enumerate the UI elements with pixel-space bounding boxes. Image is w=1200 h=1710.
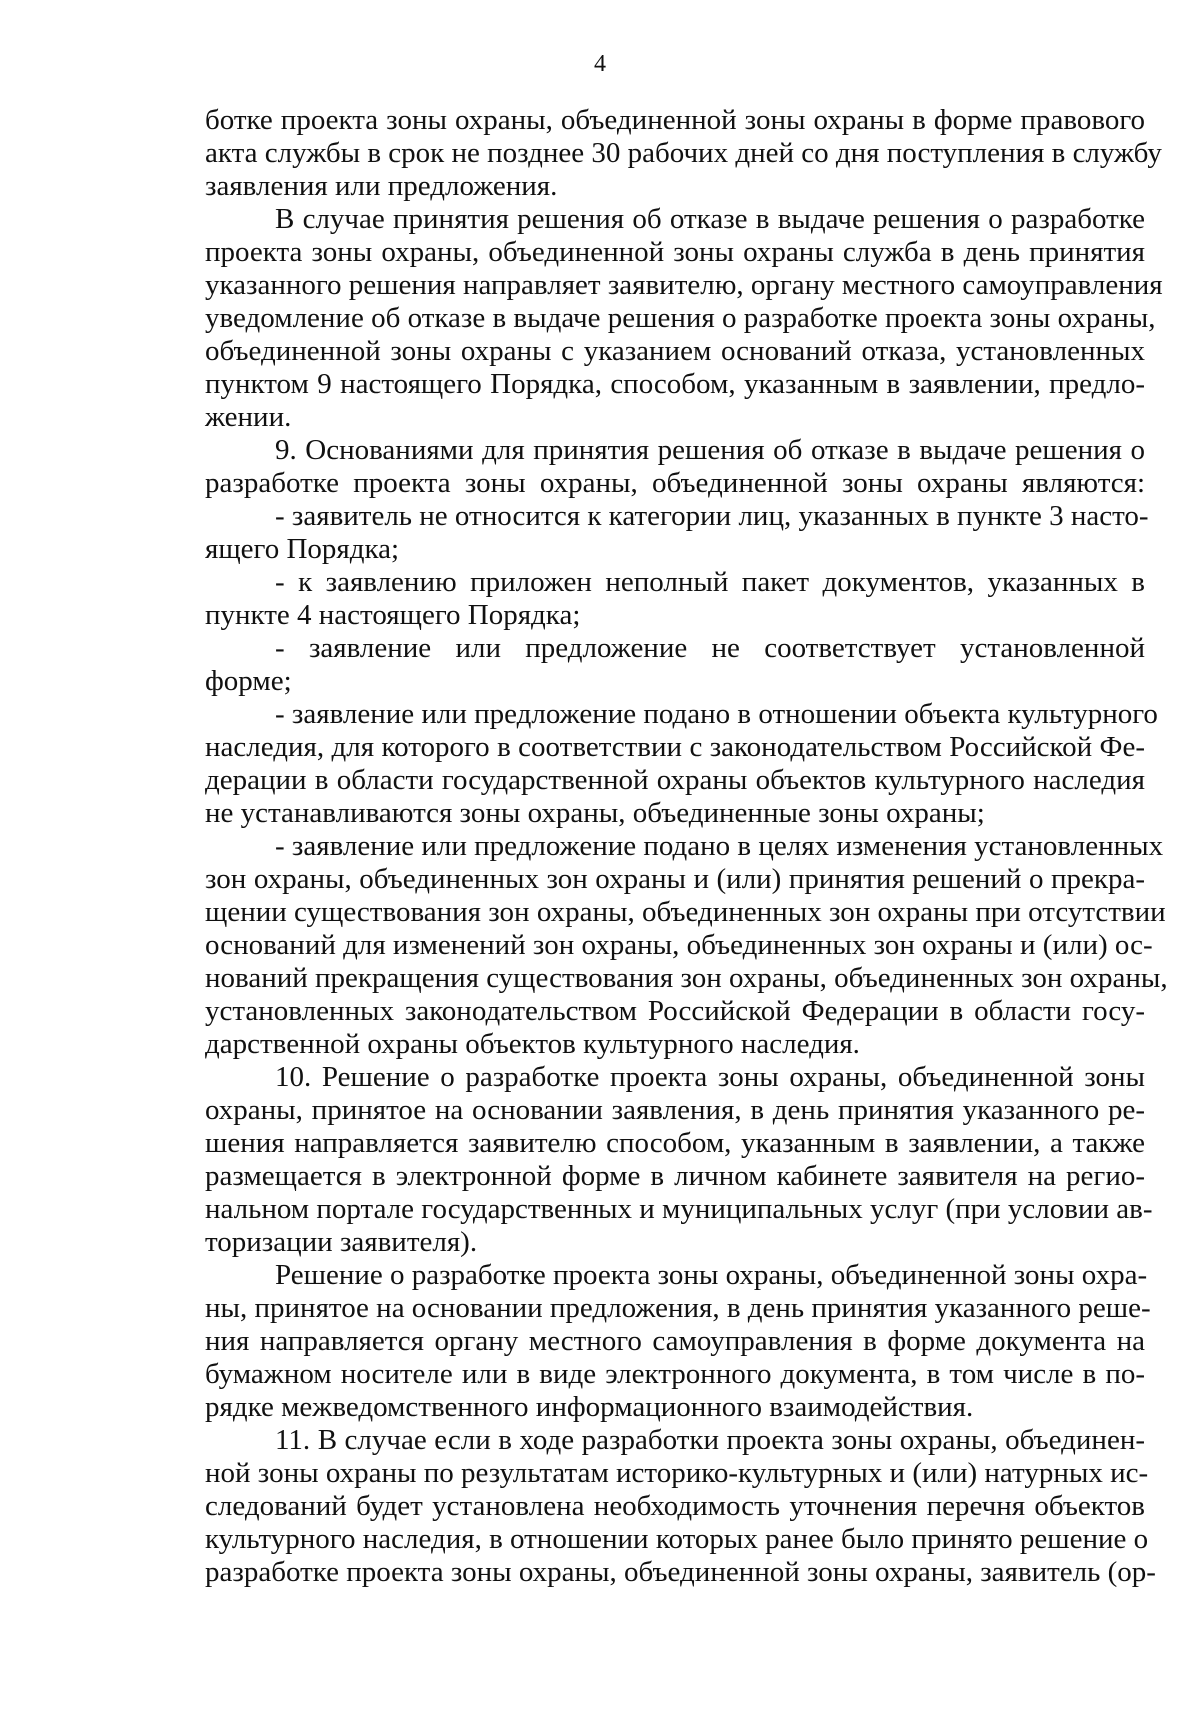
text-line: ящего Порядка; (205, 533, 400, 565)
text-line: нований прекращения существования зон охраны, объединенных зон охраны, (205, 962, 1168, 994)
text-line: наследия, для которого в соответствии с законодательством Российской Фе- (205, 731, 1145, 763)
text-line: ния направляется органу местного самоуправления в форме документа на (205, 1325, 1145, 1357)
text-line: - заявитель не относится к категории лиц, указанных в пункте 3 насто- (275, 500, 1149, 532)
text-line: оснований для изменений зон охраны, объединенных зон охраны и (или) ос- (205, 929, 1153, 961)
text-line: - заявление или предложение подано в отношении объекта культурного (275, 698, 1158, 730)
text-line: жении. (205, 401, 292, 433)
text-line: пунктом 9 настоящего Порядка, способом, указанным в заявлении, предло- (205, 368, 1145, 400)
text-line: уведомление об отказе в выдаче решения о разработке проекта зоны охраны, (205, 302, 1156, 334)
text-line: дерации в области государственной охраны объектов культурного наследия (205, 764, 1145, 796)
text-line: - к заявлению приложен неполный пакет документов, указанных в (275, 566, 1145, 598)
text-line: дарственной охраны объектов культурного наследия. (205, 1028, 860, 1060)
text-line: не устанавливаются зоны охраны, объединенные зоны охраны; (205, 797, 985, 829)
text-line: охраны, принятое на основании заявления, в день принятия указанного ре- (205, 1094, 1145, 1126)
text-line: 10. Решение о разработке проекта зоны охраны, объединенной зоны (275, 1061, 1145, 1093)
text-line: разработке проекта зоны охраны, объединенной зоны охраны являются: (205, 467, 1145, 499)
text-line: щении существования зон охраны, объединенных зон охраны при отсутствии (205, 896, 1166, 928)
text-line: культурного наследия, в отношении которых ранее было принято решение о (205, 1523, 1149, 1555)
text-line: следований будет установлена необходимость уточнения перечня объектов (205, 1490, 1145, 1522)
text-line: Решение о разработке проекта зоны охраны, объединенной зоны охра- (275, 1259, 1148, 1291)
text-line: указанного решения направляет заявителю, органу местного самоуправления (205, 269, 1163, 301)
text-line: торизации заявителя). (205, 1226, 478, 1258)
text-line: зон охраны, объединенных зон охраны и (или) принятия решений о прекра- (205, 863, 1145, 895)
text-line: - заявление или предложение подано в целях изменения установленных (275, 830, 1164, 862)
text-line: объединенной зоны охраны с указанием оснований отказа, установленных (205, 335, 1145, 367)
text-line: рядке межведомственного информационного взаимодействия. (205, 1391, 974, 1423)
text-line: ны, принятое на основании предложения, в день принятия указанного реше- (205, 1292, 1151, 1324)
text-line: установленных законодательством Российской Федерации в области госу- (205, 995, 1145, 1027)
text-line: 11. В случае если в ходе разработки проекта зоны охраны, объединен- (275, 1424, 1145, 1456)
text-line: шения направляется заявителю способом, указанным в заявлении, а также (205, 1127, 1145, 1159)
text-line: разработке проекта зоны охраны, объединенной зоны охраны, заявитель (ор- (205, 1556, 1156, 1588)
text-line: размещается в электронной форме в личном кабинете заявителя на регио- (205, 1160, 1145, 1192)
text-line: В случае принятия решения об отказе в выдаче решения о разработке (275, 203, 1145, 235)
page-number: 4 (594, 51, 606, 77)
text-line: нальном портале государственных и муниципальных услуг (при условии ав- (205, 1193, 1153, 1225)
text-line: пункте 4 настоящего Порядка; (205, 599, 581, 631)
text-line: форме; (205, 665, 292, 697)
document-body (205, 104, 1168, 1589)
text-line: ной зоны охраны по результатам историко-культурных и (или) натурных ис- (205, 1457, 1149, 1489)
text-line: - заявление или предложение не соответствует установленной (275, 632, 1145, 664)
text-line: ботке проекта зоны охраны, объединенной зоны охраны в форме правового (205, 104, 1145, 136)
text-line: проекта зоны охраны, объединенной зоны охраны служба в день принятия (205, 236, 1145, 268)
text-line: 9. Основаниями для принятия решения об отказе в выдаче решения о (275, 434, 1145, 466)
text-line: бумажном носителе или в виде электронного документа, в том числе в по- (205, 1358, 1145, 1390)
text-line: акта службы в срок не позднее 30 рабочих дней со дня поступления в службу (205, 137, 1162, 169)
text-line: заявления или предложения. (205, 170, 558, 202)
